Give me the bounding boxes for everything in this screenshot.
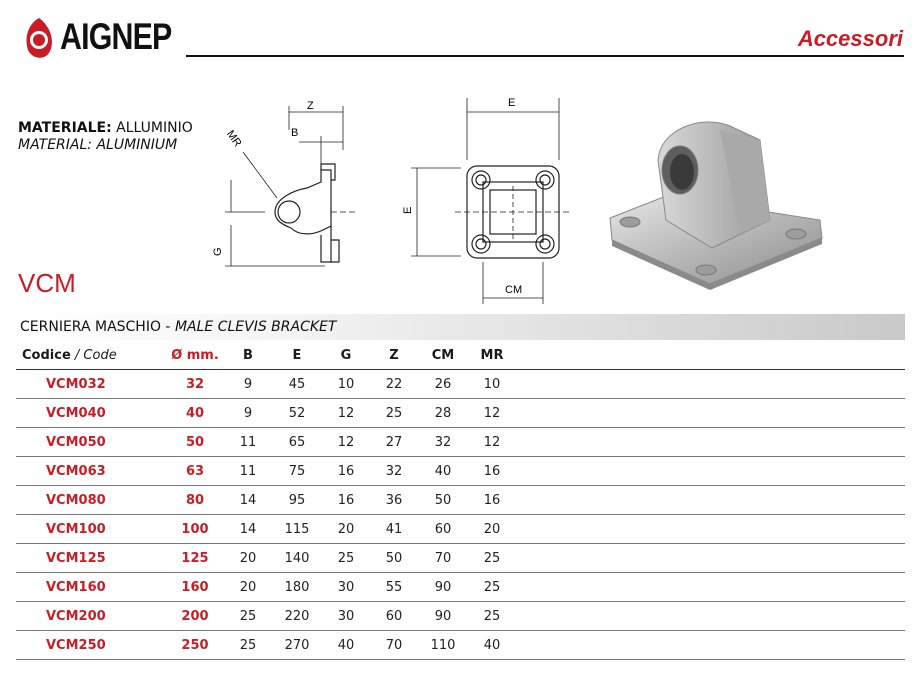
material-info [18, 120, 193, 154]
cell-b: 9 [224, 370, 272, 399]
table-row [16, 457, 905, 486]
cell-mr: 16 [468, 457, 516, 486]
dim-z-label: Z [307, 100, 314, 112]
header-code-en: Code [83, 348, 117, 363]
material-en [18, 137, 193, 154]
cell-z: 32 [370, 457, 418, 486]
cell-code: VCM050 [16, 428, 166, 457]
cell-b: 25 [224, 602, 272, 631]
cell-code: VCM250 [16, 631, 166, 660]
header-g: G [322, 342, 370, 370]
table-row [16, 399, 905, 428]
cell-b: 9 [224, 399, 272, 428]
cell-code: VCM200 [16, 602, 166, 631]
technical-drawing [195, 90, 595, 305]
cell-z: 25 [370, 399, 418, 428]
cell-dia: 32 [166, 370, 224, 399]
cell-spacer [516, 515, 905, 544]
cell-e: 45 [272, 370, 322, 399]
cell-cm: 70 [418, 544, 468, 573]
cell-g: 40 [322, 631, 370, 660]
band-separator: - [160, 319, 175, 335]
section-band-title [20, 319, 336, 335]
cell-code: VCM063 [16, 457, 166, 486]
cell-mr: 25 [468, 573, 516, 602]
cell-spacer [516, 370, 905, 399]
header-cm: CM [418, 342, 468, 370]
dim-b-label: B [291, 127, 299, 139]
dimensions-table [16, 342, 905, 660]
cell-code: VCM100 [16, 515, 166, 544]
cell-e: 65 [272, 428, 322, 457]
cell-spacer [516, 631, 905, 660]
cell-mr: 16 [468, 486, 516, 515]
material-it-value: ALLUMINIO [116, 120, 193, 136]
cell-b: 11 [224, 457, 272, 486]
cell-e: 180 [272, 573, 322, 602]
dim-g-label: G [212, 247, 224, 256]
cell-dia: 40 [166, 399, 224, 428]
cell-spacer [516, 457, 905, 486]
cell-mr: 40 [468, 631, 516, 660]
cell-g: 10 [322, 370, 370, 399]
table-row [16, 515, 905, 544]
cell-g: 16 [322, 457, 370, 486]
header-e: E [272, 342, 322, 370]
cell-b: 14 [224, 515, 272, 544]
cell-cm: 26 [418, 370, 468, 399]
brand-name: AIGNEP [60, 16, 172, 57]
dim-e-top-label: E [508, 97, 516, 109]
cell-dia: 63 [166, 457, 224, 486]
cell-code: VCM040 [16, 399, 166, 428]
material-it [18, 120, 193, 137]
cell-g: 12 [322, 428, 370, 457]
header-b: B [224, 342, 272, 370]
section-band [16, 314, 905, 340]
cell-mr: 12 [468, 399, 516, 428]
cell-e: 95 [272, 486, 322, 515]
cell-spacer [516, 486, 905, 515]
material-en-value: ALUMINIUM [96, 137, 178, 153]
cell-e: 52 [272, 399, 322, 428]
dim-e-side-label: E [402, 206, 414, 214]
cell-z: 50 [370, 544, 418, 573]
cell-cm: 60 [418, 515, 468, 544]
cell-cm: 110 [418, 631, 468, 660]
band-title-it: CERNIERA MASCHIO [20, 319, 161, 335]
cell-spacer [516, 544, 905, 573]
cell-e: 140 [272, 544, 322, 573]
cell-z: 27 [370, 428, 418, 457]
table-header-row [16, 342, 905, 370]
header-code-sep: / [70, 348, 84, 363]
section-title: Accessori [797, 26, 903, 51]
cell-cm: 32 [418, 428, 468, 457]
cell-dia: 125 [166, 544, 224, 573]
cell-code: VCM080 [16, 486, 166, 515]
cell-spacer [516, 428, 905, 457]
cell-cm: 90 [418, 573, 468, 602]
cell-spacer [516, 399, 905, 428]
cell-spacer [516, 602, 905, 631]
cell-e: 75 [272, 457, 322, 486]
cell-mr: 12 [468, 428, 516, 457]
cell-z: 60 [370, 602, 418, 631]
cell-z: 55 [370, 573, 418, 602]
cell-mr: 25 [468, 602, 516, 631]
cell-cm: 40 [418, 457, 468, 486]
cell-b: 20 [224, 544, 272, 573]
material-it-label: MATERIALE: [18, 120, 112, 136]
header-spacer [516, 342, 905, 370]
cell-dia: 160 [166, 573, 224, 602]
cell-z: 41 [370, 515, 418, 544]
dim-mr-label: MR [223, 128, 244, 150]
header-code-it: Codice [22, 348, 71, 363]
cell-dia: 250 [166, 631, 224, 660]
header-z: Z [370, 342, 418, 370]
cell-mr: 20 [468, 515, 516, 544]
cell-cm: 50 [418, 486, 468, 515]
cell-code: VCM160 [16, 573, 166, 602]
cell-dia: 100 [166, 515, 224, 544]
cell-g: 20 [322, 515, 370, 544]
table-row [16, 370, 905, 399]
cell-dia: 200 [166, 602, 224, 631]
cell-b: 20 [224, 573, 272, 602]
cell-b: 14 [224, 486, 272, 515]
page-header [0, 0, 915, 70]
cell-e: 220 [272, 602, 322, 631]
cell-g: 12 [322, 399, 370, 428]
cell-g: 30 [322, 573, 370, 602]
table-row [16, 631, 905, 660]
header-rule [186, 55, 904, 57]
header-mr: MR [468, 342, 516, 370]
cell-mr: 10 [468, 370, 516, 399]
cell-z: 22 [370, 370, 418, 399]
header-diameter: Ø mm. [166, 342, 224, 370]
dim-cm-label: CM [505, 284, 523, 296]
cell-z: 70 [370, 631, 418, 660]
cell-cm: 28 [418, 399, 468, 428]
cell-dia: 50 [166, 428, 224, 457]
cell-z: 36 [370, 486, 418, 515]
product-code: VCM [18, 268, 76, 298]
cell-dia: 80 [166, 486, 224, 515]
cell-code: VCM125 [16, 544, 166, 573]
product-photo [600, 100, 830, 290]
cell-b: 11 [224, 428, 272, 457]
cell-g: 25 [322, 544, 370, 573]
band-title-en: MALE CLEVIS BRACKET [174, 319, 337, 335]
table-row [16, 428, 905, 457]
cell-g: 30 [322, 602, 370, 631]
cell-cm: 90 [418, 602, 468, 631]
cell-code: VCM032 [16, 370, 166, 399]
table-row [16, 573, 905, 602]
cell-e: 270 [272, 631, 322, 660]
bugatti-logo [22, 16, 56, 60]
cell-e: 115 [272, 515, 322, 544]
table-row [16, 602, 905, 631]
cell-spacer [516, 573, 905, 602]
material-en-label: MATERIAL: [18, 137, 92, 153]
table-row [16, 486, 905, 515]
cell-mr: 25 [468, 544, 516, 573]
cell-g: 16 [322, 486, 370, 515]
table-row [16, 544, 905, 573]
header-code [16, 342, 166, 370]
cell-b: 25 [224, 631, 272, 660]
